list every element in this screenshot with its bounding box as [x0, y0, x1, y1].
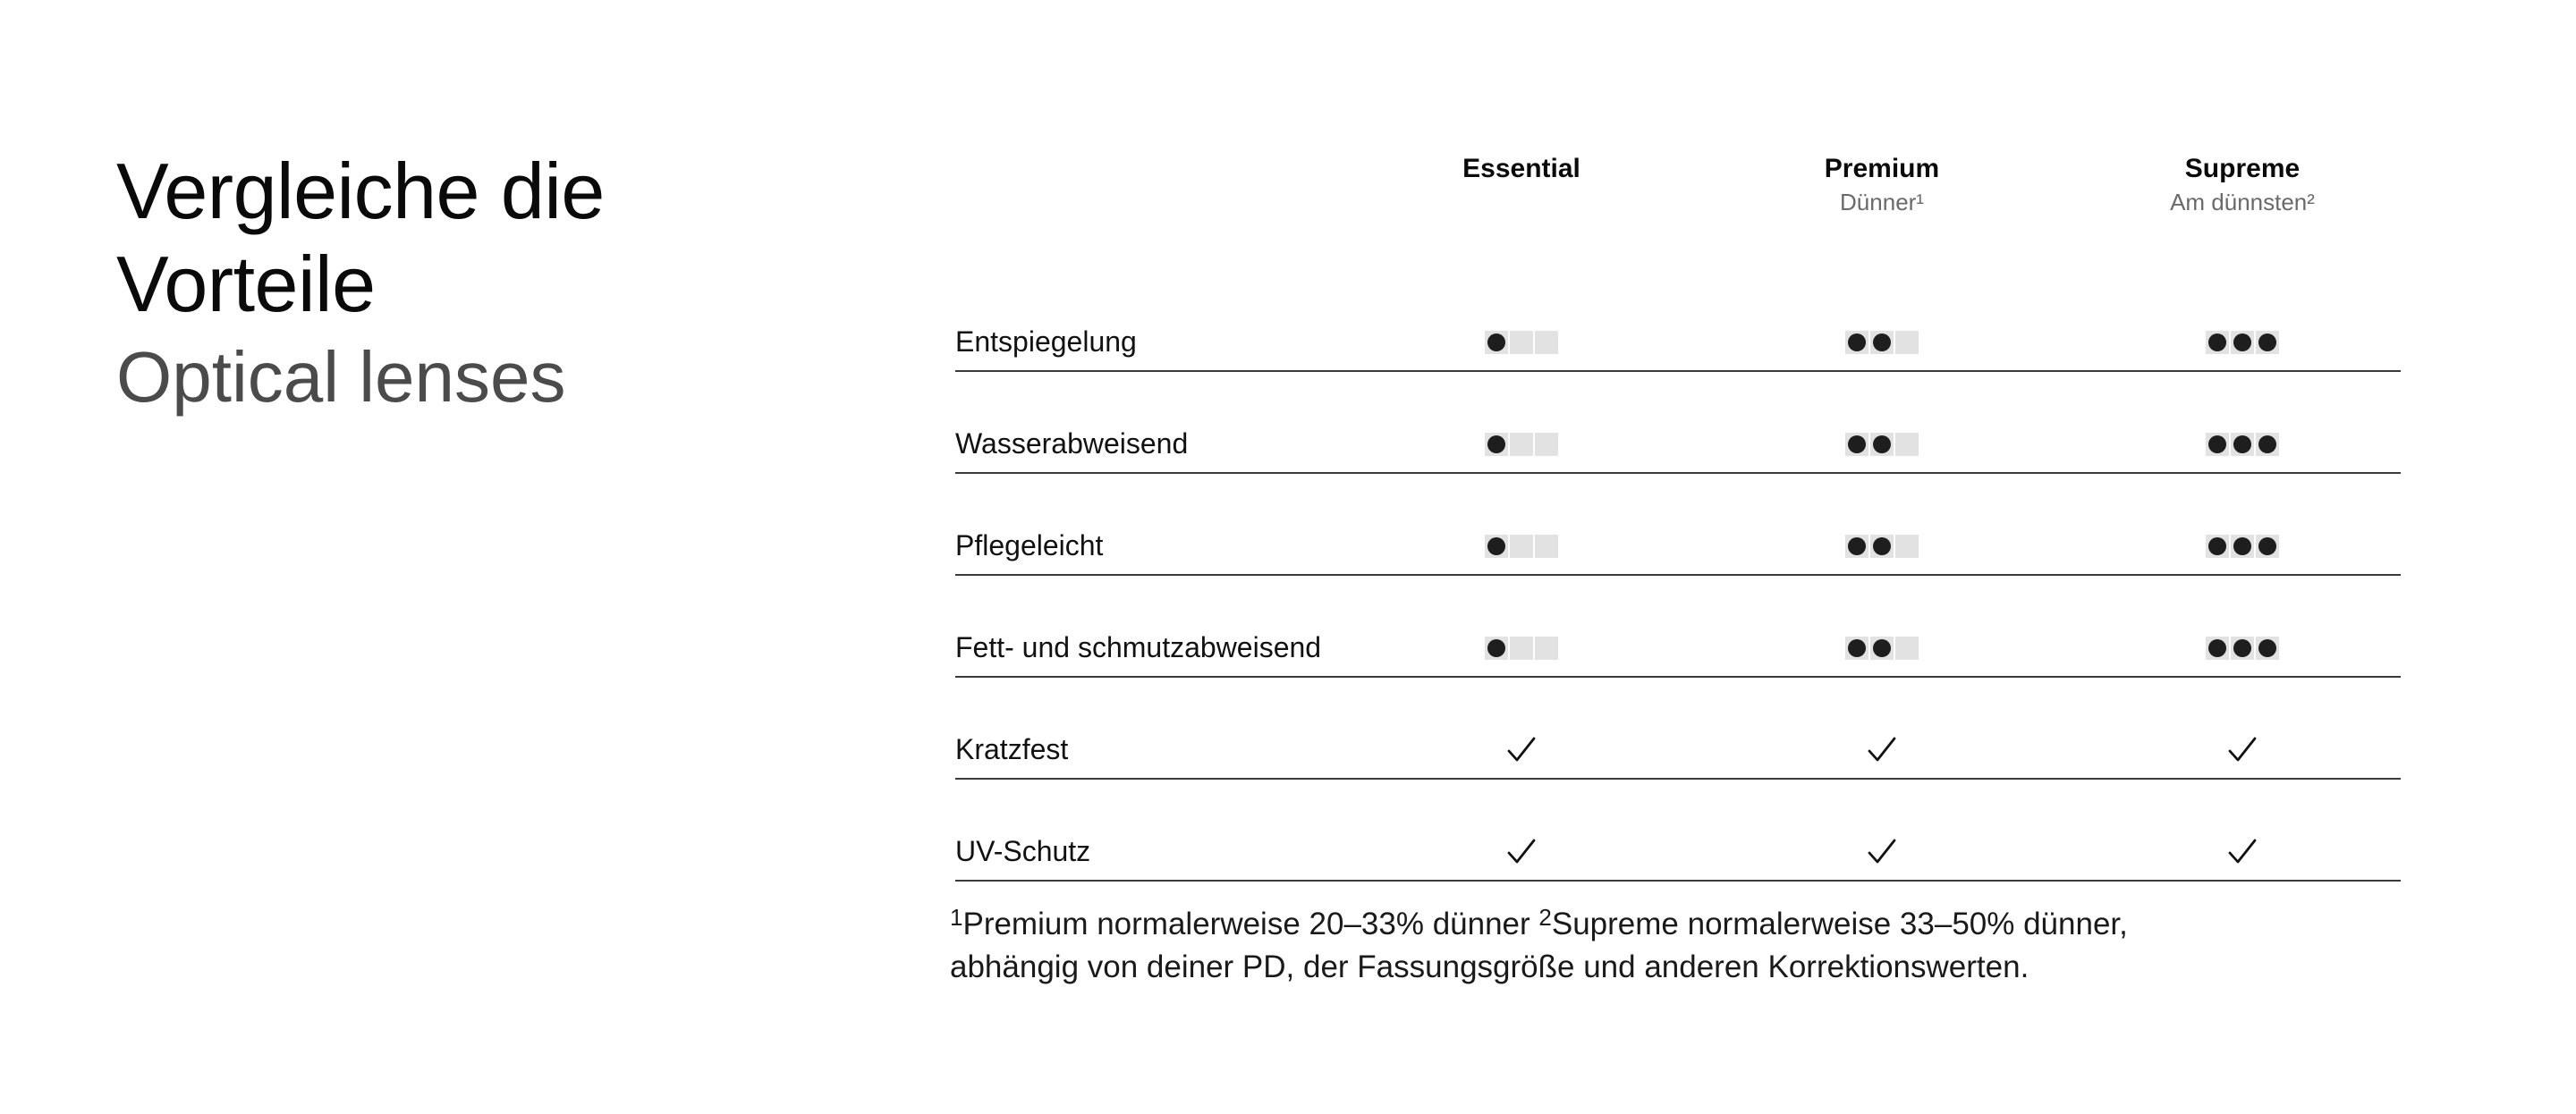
cell-supreme	[2189, 329, 2296, 356]
rating-dot-filled	[2256, 331, 2279, 354]
cell-premium	[1828, 533, 1936, 560]
rating-dot-empty	[1535, 331, 1558, 354]
footnote-mark-1: 1	[950, 904, 963, 931]
rating-indicator	[1844, 433, 1919, 456]
footnote	[950, 903, 2292, 989]
cell-premium	[1828, 839, 1936, 865]
feature-row	[955, 576, 2401, 678]
checkmark-icon	[1867, 837, 1897, 867]
page-title-line-1: Vergleiche die	[116, 147, 605, 235]
column-name: Supreme	[2184, 154, 2301, 183]
rating-dot-filled	[1870, 433, 1894, 456]
rating-dot-filled	[2206, 433, 2229, 456]
heading-block	[116, 145, 760, 424]
rating-dot-filled	[1870, 331, 1894, 354]
rating-dot-empty	[1895, 535, 1919, 558]
column-header-essential	[1387, 152, 1656, 186]
rating-dot-filled	[2256, 637, 2279, 660]
column-header-supreme	[2108, 152, 2377, 218]
checkmark-icon	[1506, 837, 1537, 867]
rating-dot-empty	[1510, 331, 1533, 354]
rating-dot-empty	[1895, 331, 1919, 354]
page-subtitle: Optical lenses	[116, 337, 566, 417]
rating-dot-filled	[1870, 637, 1894, 660]
rating-dot-empty	[1535, 433, 1558, 456]
rating-dot-filled	[1485, 331, 1508, 354]
footnote-mark-2: 2	[1538, 904, 1552, 931]
feature-label: Pflegeleicht	[955, 529, 1104, 561]
cell-essential	[1468, 431, 1575, 458]
rating-indicator	[1844, 331, 1919, 354]
feature-row	[955, 372, 2401, 474]
rating-dot-empty	[1535, 637, 1558, 660]
rating-dot-filled	[2231, 433, 2254, 456]
rating-dot-filled	[2256, 535, 2279, 558]
rating-indicator	[2205, 535, 2280, 558]
comparison-table	[955, 152, 2401, 882]
rating-dot-empty	[1510, 637, 1533, 660]
column-name: Essential	[1462, 154, 1580, 183]
rating-dot-filled	[2206, 637, 2229, 660]
page-title-line-2: Vorteile	[116, 240, 376, 328]
rating-dot-filled	[2231, 535, 2254, 558]
cell-essential	[1468, 635, 1575, 662]
cell-premium	[1828, 329, 1936, 356]
rating-dot-filled	[2231, 331, 2254, 354]
rating-indicator	[2205, 637, 2280, 660]
rating-dot-filled	[1870, 535, 1894, 558]
feature-label: Entspiegelung	[955, 325, 1137, 358]
rating-indicator	[1484, 331, 1559, 354]
cell-essential	[1468, 737, 1575, 764]
rating-dot-filled	[1845, 535, 1868, 558]
feature-row	[955, 474, 2401, 576]
cell-premium	[1828, 431, 1936, 458]
rating-indicator	[1484, 637, 1559, 660]
feature-label: Kratzfest	[955, 733, 1069, 765]
cell-premium	[1828, 737, 1936, 764]
rating-dot-empty	[1535, 535, 1558, 558]
column-header-premium	[1748, 152, 2016, 218]
rating-dot-filled	[1485, 433, 1508, 456]
column-headers	[955, 152, 2401, 232]
checkmark-icon	[2227, 735, 2258, 765]
rating-dot-filled	[1845, 433, 1868, 456]
rating-indicator	[2205, 331, 2280, 354]
cell-premium	[1828, 635, 1936, 662]
cell-supreme	[2189, 533, 2296, 560]
checkmark-icon	[1867, 735, 1897, 765]
checkmark-icon	[1506, 735, 1537, 765]
rating-indicator	[1484, 433, 1559, 456]
feature-label: Fett- und schmutzabweisend	[955, 631, 1322, 663]
footnote-text-2: Supreme normalerweise 33–50% dünner,	[1551, 907, 2128, 941]
rating-dot-filled	[2206, 331, 2229, 354]
rating-dot-filled	[1485, 535, 1508, 558]
rating-indicator	[2205, 433, 2280, 456]
footnote-line-2: abhängig von deiner PD, der Fassungsgröße und anderen Korrektionswerten.	[950, 949, 2029, 984]
checkmark-icon	[2227, 837, 2258, 867]
cell-supreme	[2189, 737, 2296, 764]
feature-row	[955, 678, 2401, 780]
feature-row	[955, 272, 2401, 372]
rating-dot-filled	[1845, 331, 1868, 354]
rating-indicator	[1844, 637, 1919, 660]
cell-supreme	[2189, 839, 2296, 865]
column-subtitle: Am dünnsten²	[2170, 189, 2315, 215]
rating-dot-empty	[1895, 637, 1919, 660]
cell-supreme	[2189, 635, 2296, 662]
cell-essential	[1468, 839, 1575, 865]
feature-rows	[955, 272, 2401, 882]
column-subtitle: Dünner¹	[1840, 189, 1924, 215]
rating-dot-filled	[2206, 535, 2229, 558]
feature-label: UV-Schutz	[955, 835, 1091, 867]
rating-dot-filled	[2256, 433, 2279, 456]
cell-essential	[1468, 533, 1575, 560]
feature-label: Wasserabweisend	[955, 427, 1189, 460]
rating-dot-filled	[1485, 637, 1508, 660]
feature-row	[955, 780, 2401, 882]
rating-dot-empty	[1895, 433, 1919, 456]
rating-dot-filled	[1845, 637, 1868, 660]
cell-essential	[1468, 329, 1575, 356]
rating-dot-filled	[2231, 637, 2254, 660]
rating-dot-empty	[1510, 535, 1533, 558]
column-name: Premium	[1824, 154, 1940, 183]
footnote-text-1: Premium normalerweise 20–33% dünner	[962, 907, 1539, 941]
footnote-line-1	[950, 903, 2292, 946]
rating-dot-empty	[1510, 433, 1533, 456]
rating-indicator	[1484, 535, 1559, 558]
rating-indicator	[1844, 535, 1919, 558]
cell-supreme	[2189, 431, 2296, 458]
